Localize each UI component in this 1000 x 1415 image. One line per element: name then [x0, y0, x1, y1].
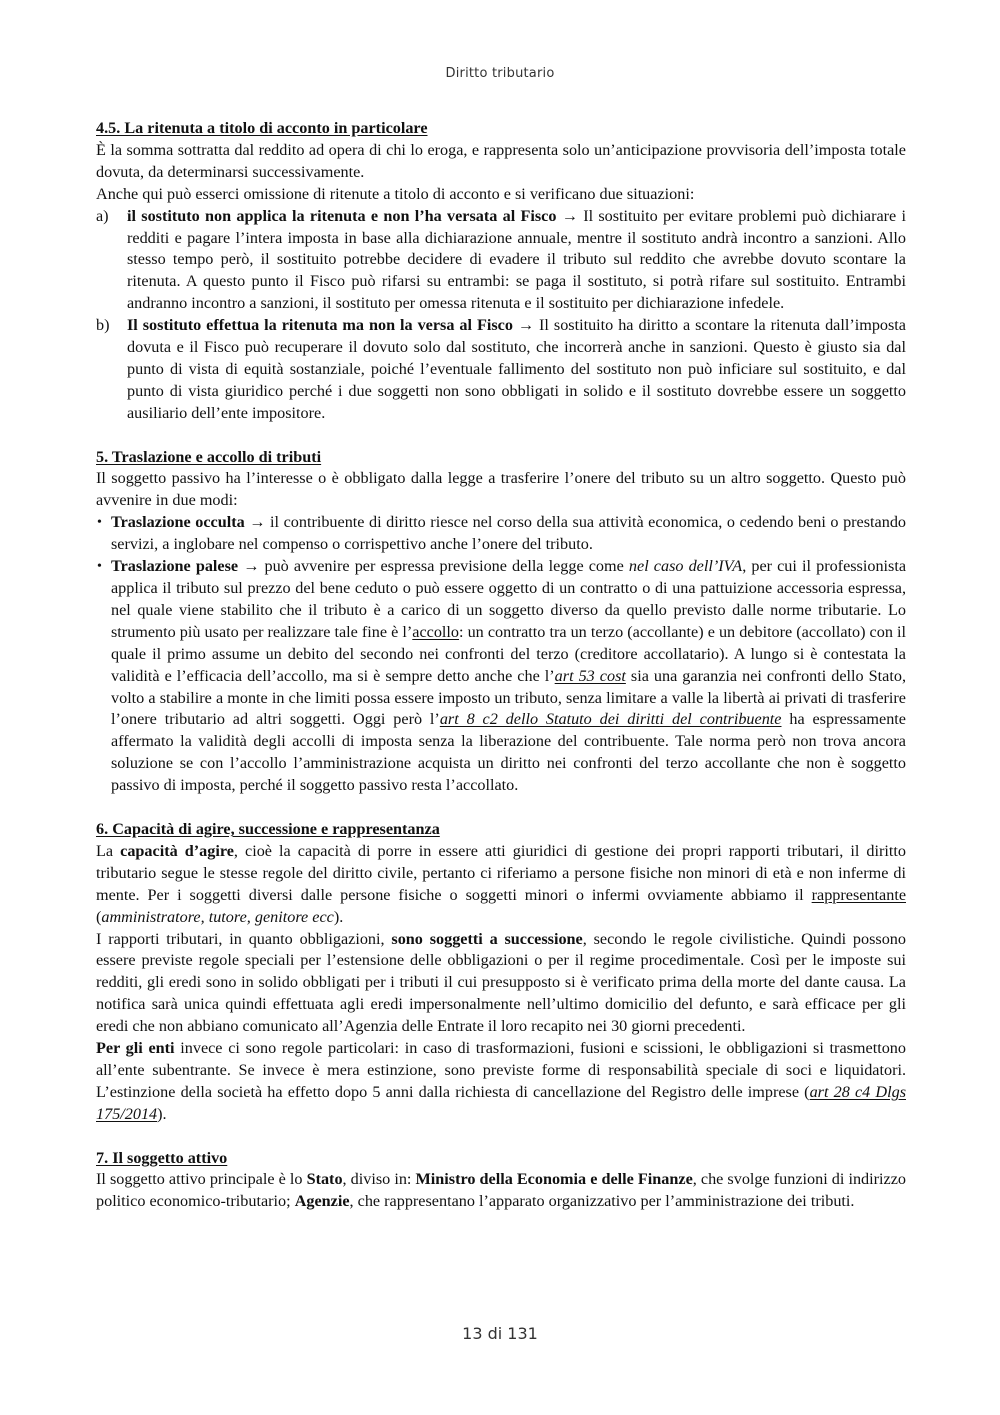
- page-header: Diritto tributario: [445, 66, 555, 81]
- list-item-a: [96, 206, 906, 316]
- paragraph: Il soggetto attivo principale è lo Stato, diviso in: Ministro della Economia e delle Finanze, che svolge funzioni di indirizzo politico economico-tributario; Agenzie, che rappresentano l’apparato organizzativo per l’amministrazione dei tributi.: [96, 1170, 906, 1211]
- bullet-text: → il contribuente di diritto riesce nel corso della sua attività economica, o cedendo beni o prestando servizi, a inglobare nel compenso o corrispettivo anche l’onere del tributo.: [111, 513, 907, 554]
- section-heading-5: 5. Traslazione e accollo di tributi: [96, 447, 322, 466]
- law-reference: art 53 cost: [554, 666, 626, 685]
- bold-text: Il sostituto effettua la ritenuta ma non la versa al Fisco: [127, 316, 513, 335]
- italic-text: amministratore, tutore, genitore ecc: [101, 907, 334, 926]
- underlined-term: accollo: [412, 622, 460, 641]
- document-body: [96, 118, 906, 1213]
- bold-text: Per gli enti: [96, 1039, 175, 1058]
- bullet-item-traslazione-occulta: [96, 512, 906, 556]
- list-marker: a): [96, 206, 109, 225]
- law-reference: art 8 c2 dello Statuto dei diritti del contribuente: [439, 710, 782, 729]
- bullet-text: sia una garanzia nei confronti dello Stato, volto a stabilire a monte in che limiti possa essere imposto un tributo, senza limitare a valle la libertà ai privati di trasferire l’onere tributario ad altri soggetti. Oggi però l’: [111, 666, 906, 729]
- list-marker: b): [96, 316, 110, 335]
- paragraph: I rapporti tributari, in quanto obbligazioni, sono soggetti a successione, secondo le regole civilistiche. Quindi possono essere previste regole speciali per l’estensione delle obbligazioni o per il regime procedimentale. Così per le imposte sui redditi, gli eredi sono in solido obbligati per i tributi il cui presupposto si è verificato prima della morte del dante causa. La notifica sarà unica quindi effettuata agli eredi impersonalmente nell’ultimo domicilio del defunto, e sarà efficace per gli eredi che non abbiano comunicato all’Agenzia delle Entrate il loro recapito nei 30 giorni precedenti.: [96, 929, 906, 1036]
- bullet-marker: •: [97, 515, 102, 531]
- bold-text: sono soggetti a successione: [391, 929, 583, 948]
- section-heading-6: 6. Capacità di agire, successione e rappresentanza: [96, 819, 440, 838]
- bullet-text: → può avvenire per espressa previsione della legge come: [243, 557, 629, 576]
- paragraph: È la somma sottratta dal reddito ad opera di chi lo eroga, e rappresenta solo un’anticipazione provvisoria dell’imposta totale dovuta, da determinarsi successivamente.: [96, 140, 906, 181]
- paragraph: Per gli enti invece ci sono regole particolari: in caso di trasformazioni, fusioni e scissioni, le obbligazioni si trasmettono all’ente subentrante. Se invece è mera estinzione, sono previste forme di responsabilità speciale di soci e liquidatori. L’estinzione della società ha effetto dopo 5 anni dalla richiesta di cancellazione del Registro delle imprese (art 28 c4 Dlgs 175/2014).: [96, 1039, 906, 1123]
- list-item-b: [96, 315, 906, 425]
- section-heading-4-5: 4.5. La ritenuta a titolo di acconto in particolare: [96, 119, 428, 137]
- bold-text: Agenzie: [294, 1192, 350, 1211]
- bullet-item-traslazione-palese: [96, 556, 906, 797]
- law-reference: art 28 c4 Dlgs 175/2014: [96, 1082, 906, 1123]
- list-item-text: → Il sostituito ha diritto a scontare la ritenuta dall’imposta dovuta e il Fisco può recuperare il dovuto solo dal sostituto, che incorrerà anche in sanzioni. Questo è giusto sia dal punto di vista di equità sostanziale, poiché l’eventuale fallimento del sostituto non può inficiare sul sostituito, e dal punto di vista giuridico perché i due soggetti non sono obbligati in solido e il sostituto dovrebbe essere un soggetto ausiliario dell’ente impositore.: [127, 316, 906, 422]
- bullet-text: : un contratto tra un terzo (accollante) e un debitore (accollato) con il quale il primo assume un debito del secondo nei confronti del terzo (creditore accollatario). A lungo si è contestata la validità e l’efficacia dell’accollo, ma si è sempre detto anche che l’: [111, 622, 906, 685]
- underlined-term: rappresentante: [811, 885, 906, 904]
- bold-text: Traslazione occulta: [111, 513, 245, 532]
- page-number: 13 di 131: [462, 1324, 538, 1343]
- bullet-text: ha espressamente affermato la validità degli accolli di imposta senza la liberazione del contribuente. Tale norma però non trova ancora soluzione se con l’accollo l’amministrazione acquista un diritto nei confronti del terzo accollante che non è soggetto passivo di imposta, perché il soggetto passivo resta l’accollato.: [111, 710, 906, 795]
- list-item-text: → Il sostituito per evitare problemi può dichiarare i redditi e pagare l’intera imposta in base alla dichiarazione annuale, mentre il sostituto andrà incontro a sanzioni. Allo stesso tempo però, il sostituito potrebbe decidere di evadere il tributo sul reddito che avrebbe dovuto scontare la ritenuta. A questo punto il Fisco può rifarsi su entrambi: se paga il sostituto, si potrà rifare sul sostituito. Entrambi andranno incontro a sanzioni, il sostituto per omessa ritenuta e il sostituito per dichiarazione infedele.: [127, 206, 906, 313]
- paragraph: Il soggetto passivo ha l’interesse o è obbligato dalla legge a trasferire l’onere del tributo su un altro soggetto. Questo può avvenire in due modi:: [96, 469, 906, 510]
- bold-text: Ministro della Economia e delle Finanze: [415, 1170, 693, 1189]
- italic-text: nel caso dell’IVA: [628, 557, 743, 576]
- paragraph: La capacità d’agire, cioè la capacità di porre in essere atti giuridici di gestione dei propri rapporti tributari, il diritto tributario segue le stesse regole del diritto civile, pertanto ci riferiamo a persone fisiche non minori di età e non inferme di mente. Per i soggetti diversi dalle persone fisiche o soggetti minori o infermi ovviamente abbiamo il rappresentante (amministratore, tutore, genitore ecc).: [96, 841, 906, 926]
- section-heading-7: 7. Il soggetto attivo: [96, 1148, 228, 1167]
- bullet-text: , per cui il professionista applica il tributo sul prezzo del bene ceduto o può essere oggetto di un contratto o di una pattuizione accessoria espressa, nel quale viene stabilito che il tributo è a carico di un soggetto diverso da quello previsto dalle norme tributarie. Lo strumento più usato per realizzare tale fine è l’: [111, 557, 907, 641]
- bold-text: capacità d’agire: [120, 841, 234, 860]
- bullet-marker: •: [97, 559, 102, 575]
- paragraph: Anche qui può esserci omissione di ritenute a titolo di acconto e si verificano due situazioni:: [96, 184, 695, 203]
- bold-text: Stato: [306, 1170, 343, 1189]
- bold-text: il sostituto non applica la ritenuta e non l’ha versata al Fisco: [127, 206, 557, 225]
- bold-text: Traslazione palese: [111, 557, 239, 576]
